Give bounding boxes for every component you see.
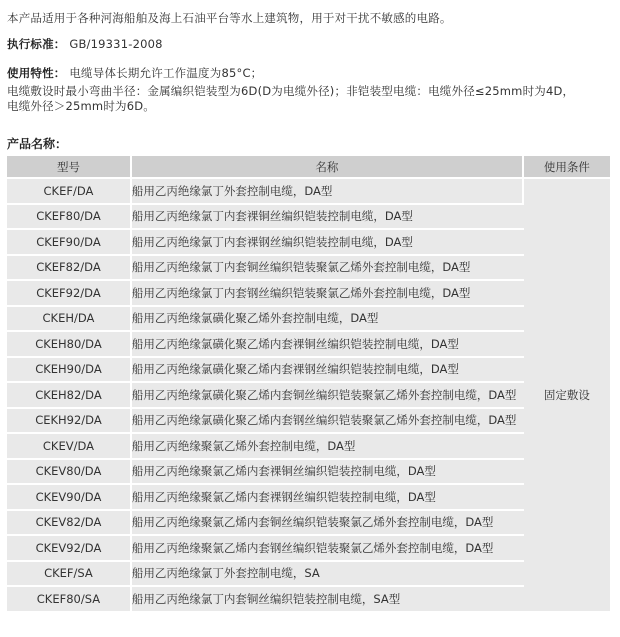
row-name: 船用乙丙绝缘氯磺化聚乙烯内套裸钢丝编织铠装控制电缆，DA型 bbox=[132, 358, 524, 384]
header-model: 型号 bbox=[7, 156, 132, 179]
features-bend-radius: 电缆敷设时最小弯曲半径：金属编织铠装型为6D(D为电缆外径)；非铠装型电缆：电缆外径≤25mm时为4D， bbox=[7, 84, 575, 98]
row-name: 船用乙丙绝缘氯丁内套裸钢丝编织铠装控制电缆，DA型 bbox=[132, 230, 524, 256]
table-row bbox=[7, 434, 610, 460]
row-name: 船用乙丙绝缘聚氯乙烯内套裸钢丝编织铠装控制电缆，DA型 bbox=[132, 485, 524, 511]
table-row bbox=[7, 536, 610, 562]
table-row bbox=[7, 281, 610, 307]
row-name: 船用乙丙绝缘氯丁外套控制电缆，DA型 bbox=[132, 179, 524, 205]
table-row bbox=[7, 205, 610, 231]
table-row bbox=[7, 485, 610, 511]
row-name: 船用乙丙绝缘氯丁内套钢丝编织铠装聚氯乙烯外套控制电缆，DA型 bbox=[132, 281, 524, 307]
table-row bbox=[7, 179, 610, 205]
table-row bbox=[7, 383, 610, 409]
row-name: 船用乙丙绝缘氯磺化聚乙烯内套铜丝编织铠装聚氯乙烯外套控制电缆，DA型 bbox=[132, 383, 524, 409]
row-model: CKEH90/DA bbox=[7, 358, 132, 384]
row-name: 船用乙丙绝缘氯丁外套控制电缆，SA bbox=[132, 562, 524, 588]
row-model: CKEF/SA bbox=[7, 562, 132, 588]
row-name: 船用乙丙绝缘聚氯乙烯内套铜丝编织铠装聚氯乙烯外套控制电缆，DA型 bbox=[132, 511, 524, 537]
row-name: 船用乙丙绝缘氯磺化聚乙烯内套钢丝编织铠装聚氯乙烯外套控制电缆，DA型 bbox=[132, 409, 524, 435]
row-condition: 固定敷设 bbox=[524, 179, 610, 613]
product-table bbox=[7, 156, 610, 613]
table-row bbox=[7, 307, 610, 333]
row-name: 船用乙丙绝缘聚氯乙烯外套控制电缆，DA型 bbox=[132, 434, 524, 460]
features-temperature: 电缆导体长期允许工作温度为85°C； bbox=[69, 66, 263, 80]
table-row bbox=[7, 511, 610, 537]
standard-value: GB/19331-2008 bbox=[69, 37, 163, 51]
table-header-row bbox=[7, 156, 610, 179]
table-row bbox=[7, 587, 610, 613]
row-name: 船用乙丙绝缘氯磺化聚乙烯外套控制电缆，DA型 bbox=[132, 307, 524, 333]
features-line bbox=[7, 65, 262, 81]
row-model: CKEH82/DA bbox=[7, 383, 132, 409]
table-row bbox=[7, 256, 610, 282]
intro-text: 本产品适用于各种河海船舶及海上石油平台等水上建筑物，用于对干扰不敏感的电路。 bbox=[7, 11, 452, 25]
row-model: CKEH/DA bbox=[7, 307, 132, 333]
row-model: CKEF/DA bbox=[7, 179, 132, 205]
table-row bbox=[7, 562, 610, 588]
row-model: CKEF80/SA bbox=[7, 587, 132, 613]
standard-label: 执行标准： bbox=[7, 37, 66, 51]
table-body bbox=[7, 179, 610, 613]
row-model: CKEF82/DA bbox=[7, 256, 132, 282]
row-name: 船用乙丙绝缘氯丁内套裸铜丝编织铠装控制电缆，DA型 bbox=[132, 205, 524, 231]
row-model: CKEF80/DA bbox=[7, 205, 132, 231]
row-model: CKEF90/DA bbox=[7, 230, 132, 256]
features-bend-radius-cont: 电缆外径＞25mm时为6D。 bbox=[7, 99, 156, 113]
table-row bbox=[7, 358, 610, 384]
header-name: 名称 bbox=[132, 156, 524, 179]
row-name: 船用乙丙绝缘氯丁内套铜丝编织铠装聚氯乙烯外套控制电缆，DA型 bbox=[132, 256, 524, 282]
standard-line bbox=[7, 36, 163, 52]
row-model: CKEV90/DA bbox=[7, 485, 132, 511]
row-model: CKEF92/DA bbox=[7, 281, 132, 307]
row-model: CKEV/DA bbox=[7, 434, 132, 460]
features-label: 使用特性： bbox=[7, 66, 66, 80]
row-model: CKEV82/DA bbox=[7, 511, 132, 537]
table-row bbox=[7, 230, 610, 256]
product-heading: 产品名称： bbox=[7, 137, 68, 151]
table-row bbox=[7, 332, 610, 358]
row-model: CEKH92/DA bbox=[7, 409, 132, 435]
row-name: 船用乙丙绝缘聚氯乙烯内套裸铜丝编织铠装控制电缆，DA型 bbox=[132, 460, 524, 486]
row-name: 船用乙丙绝缘氯丁内套铜丝编织铠装控制电缆，SA型 bbox=[132, 587, 524, 613]
row-name: 船用乙丙绝缘聚氯乙烯内套钢丝编织铠装聚氯乙烯外套控制电缆，DA型 bbox=[132, 536, 524, 562]
header-condition: 使用条件 bbox=[524, 156, 610, 179]
table-row bbox=[7, 460, 610, 486]
row-name: 船用乙丙绝缘氯磺化聚乙烯内套裸铜丝编织铠装控制电缆，DA型 bbox=[132, 332, 524, 358]
table-row bbox=[7, 409, 610, 435]
row-model: CKEH80/DA bbox=[7, 332, 132, 358]
row-model: CKEV80/DA bbox=[7, 460, 132, 486]
row-model: CKEV92/DA bbox=[7, 536, 132, 562]
